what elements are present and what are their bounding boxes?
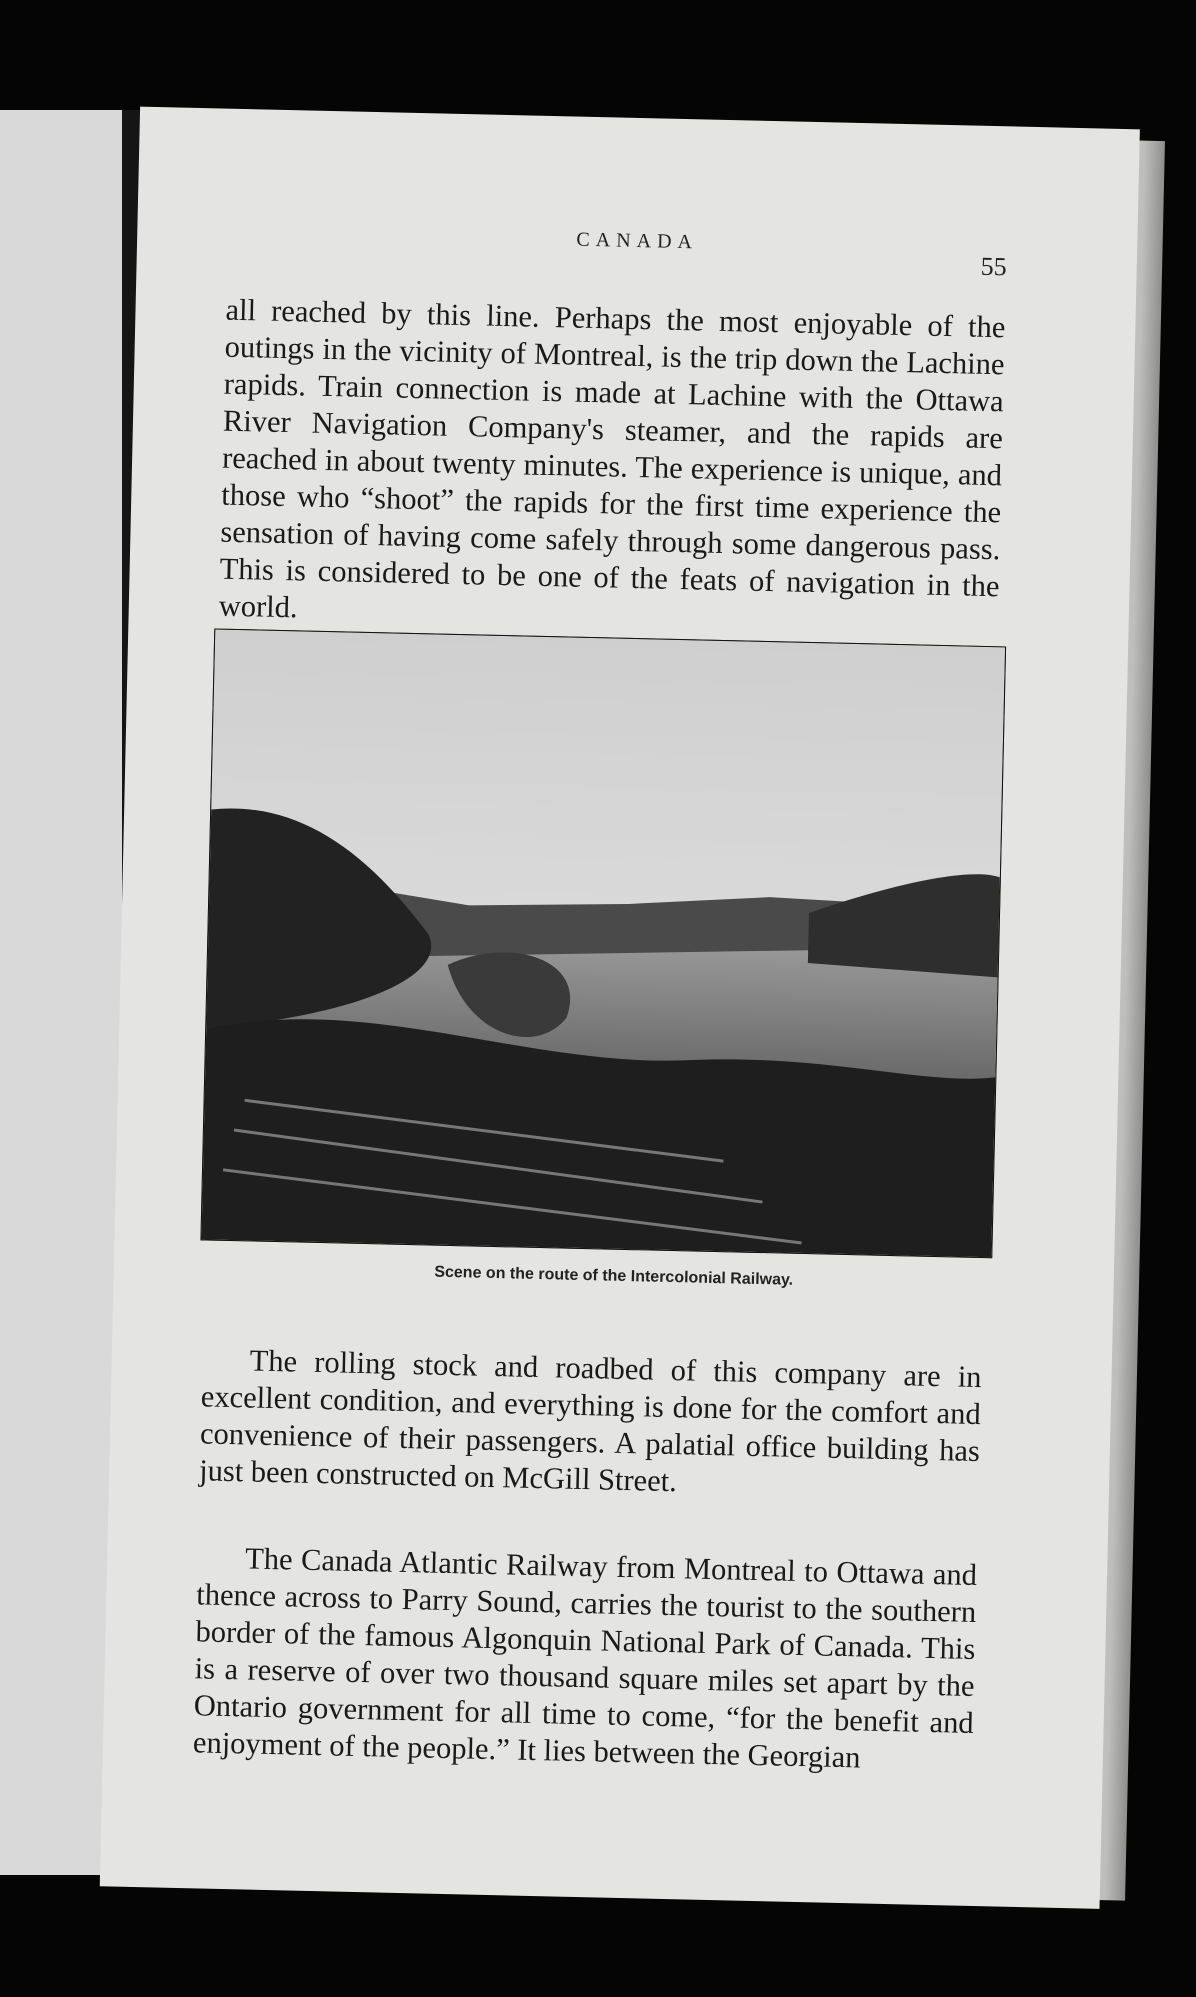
book-page: [100, 107, 1140, 1909]
paragraph-3: The Canada Atlantic Railway from Montreal to Ottawa and thence across to Parry Sound, carries the tourist to the southern border of the famous Algonquin National Park of Canada. This is a reserve of over two thousand square miles set apart by the Ontario government for all time to come, “for the benefit and enjoyment of the people.” It lies between the Georgian: [192, 1540, 978, 1774]
paragraph-2: The rolling stock and roadbed of this company are in excellent condition, and everything is done for the comfort and convenience of their passengers. A palatial office building has just been constructed on McGill Street.: [198, 1342, 982, 1498]
paragraph-1: all reached by this line. Perhaps the most enjoyable of the outings in the vicinity of Montreal, is the trip down the Lachine rapids. Train connection is made at Lachine with the Ottawa River Navigation Company's steamer, and the rapids are reached in about twenty minutes. The experience is unique, and those who “shoot” the rapids for the first time experience the sensation of having come safely through some dangerous pass. This is considered to be one of the feats of navigation in the world.: [218, 292, 1006, 624]
figure-caption: Scene on the route of the Intercolonial Railway.: [434, 1263, 794, 1289]
landscape-photo: [200, 628, 1006, 1258]
river-valley-scene-icon: [201, 629, 1005, 1257]
page-number: 55: [980, 251, 1008, 282]
running-title: CANADA: [576, 228, 699, 254]
